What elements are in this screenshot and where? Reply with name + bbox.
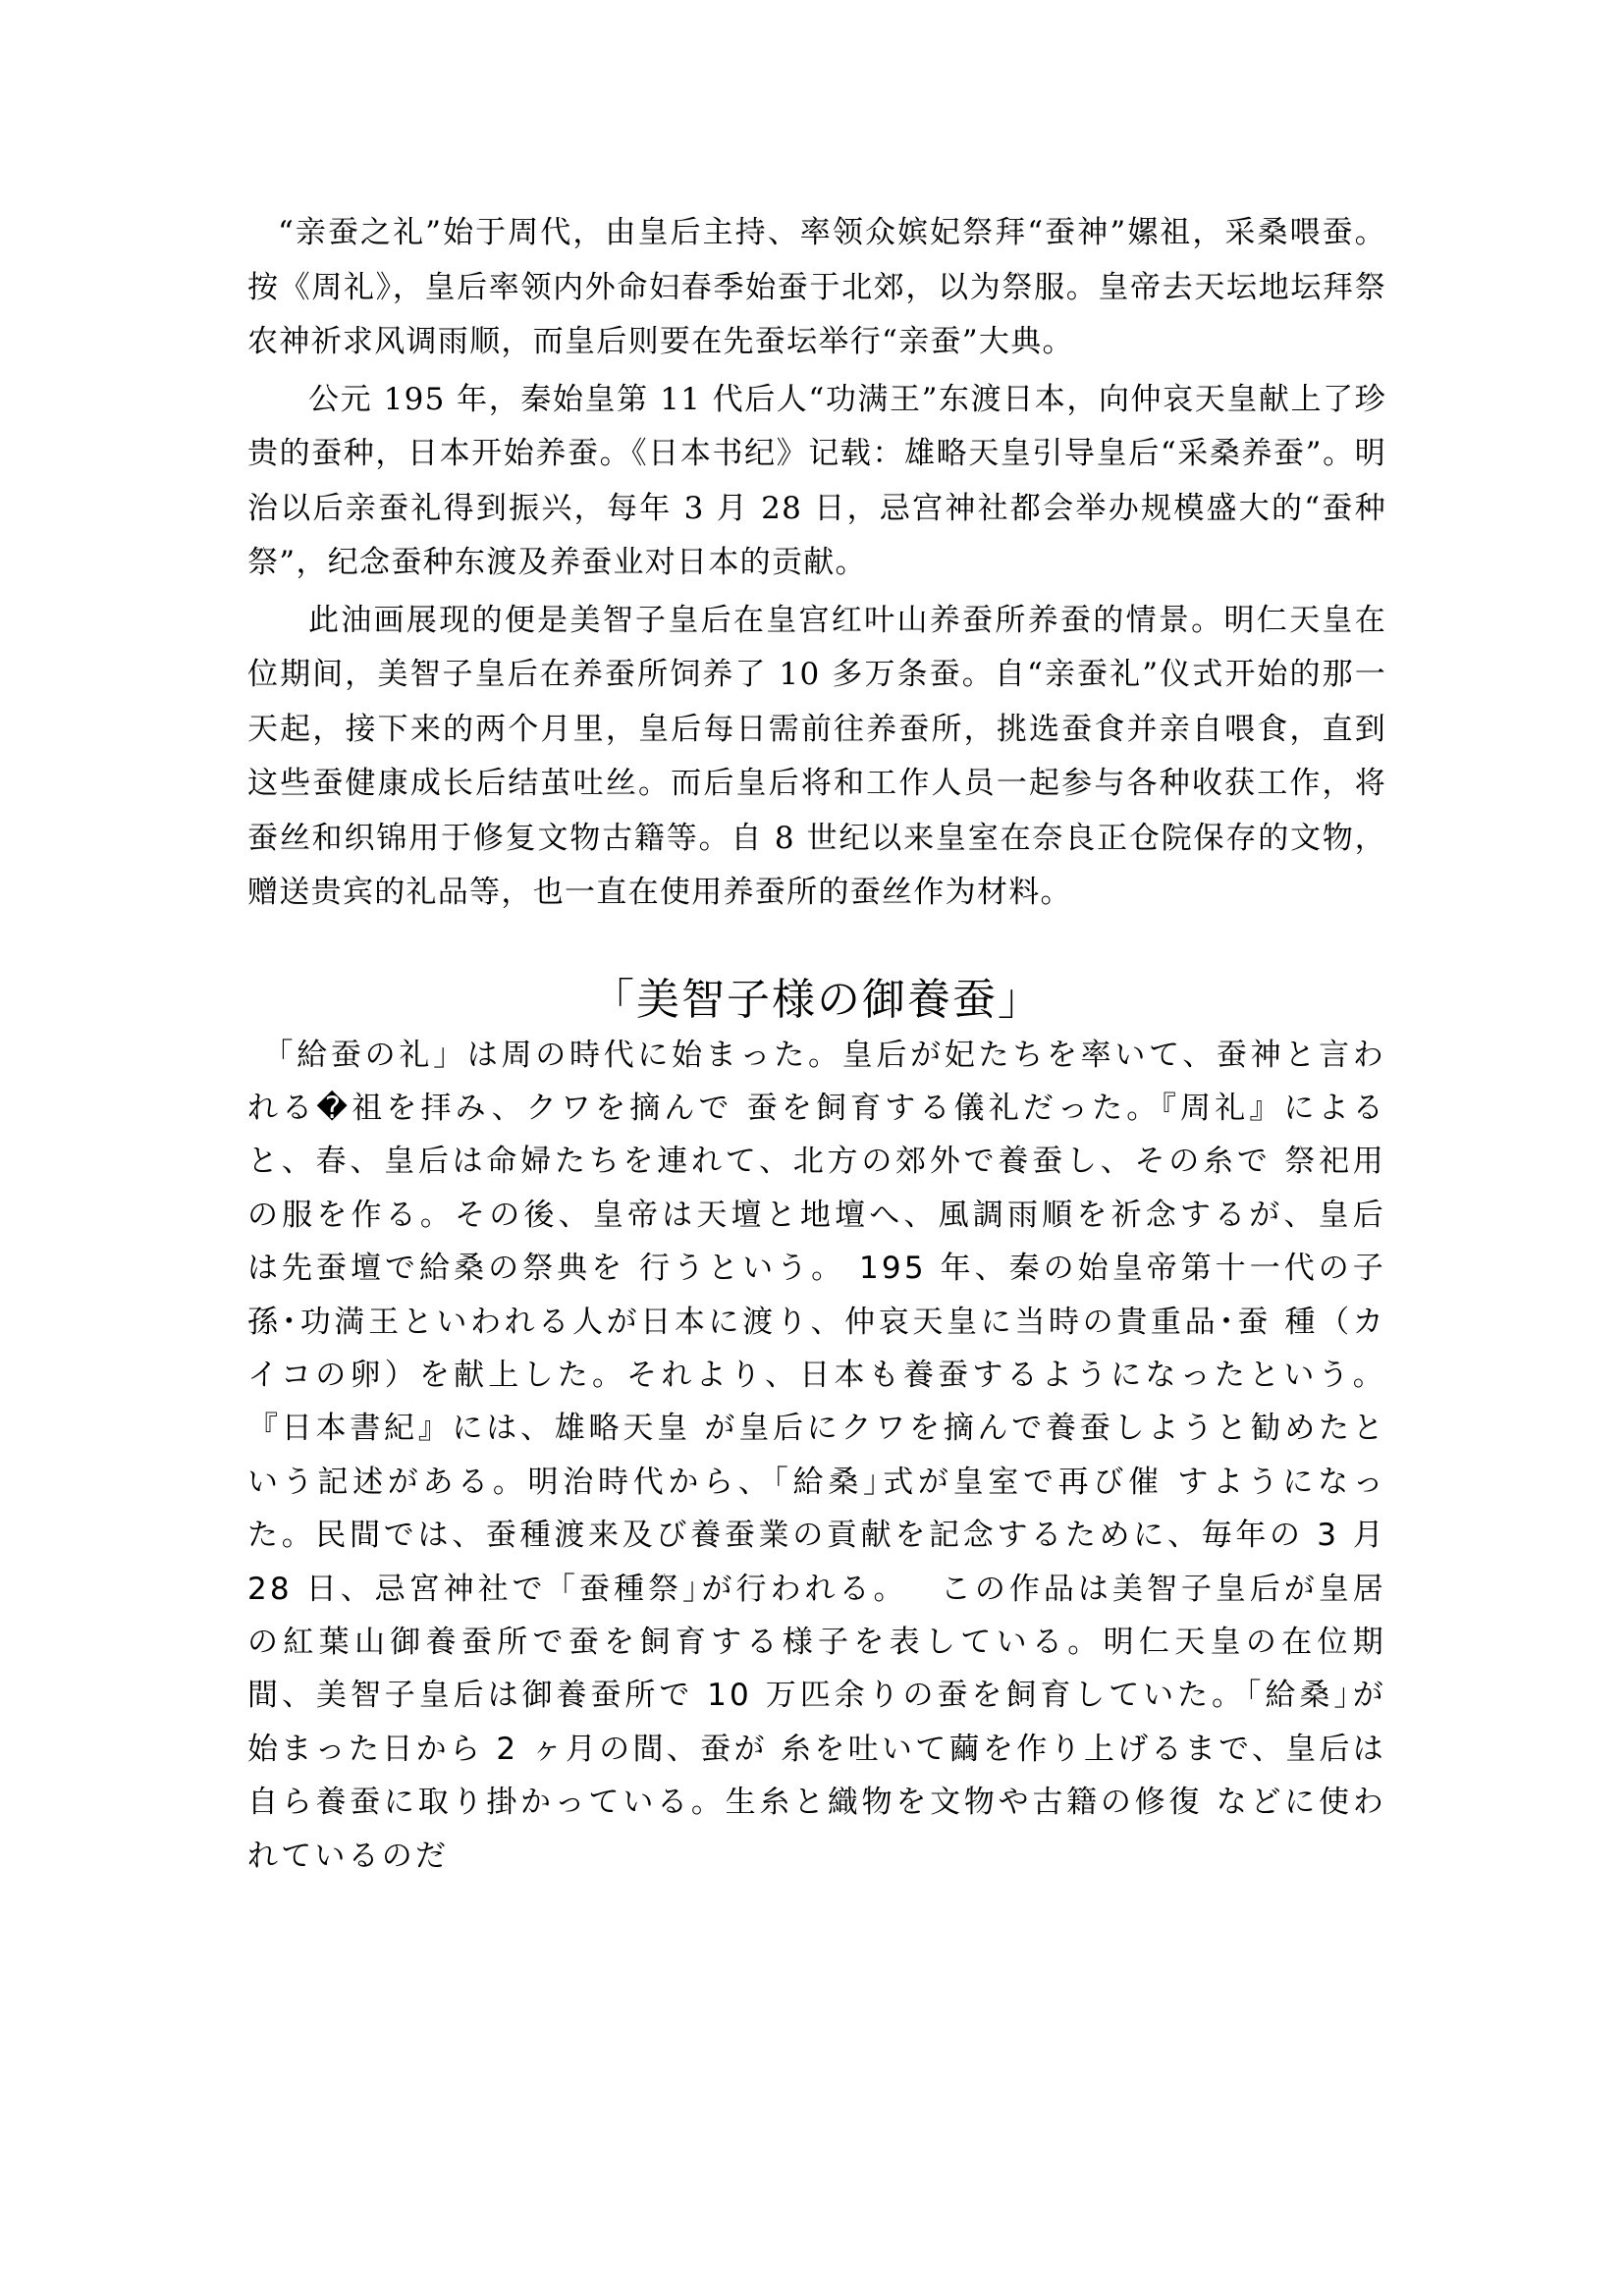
chinese-paragraph-1: “亲蚕之礼”始于周代，由皇后主持、率领众嫔妃祭拜“蚕神”嫘祖，采桑喂蚕。按《周礼》，皇后率领内外命妇春季始蚕于北郊，以为祭服。皇帝去天坛地坛拜祭农神祈求风调雨顺，而皇后则要在先蚕坛举行“亲蚕”大典。: [247, 215, 1386, 359]
chinese-paragraph-2: 公元 195 年，秦始皇第 11 代后人“功满王”东渡日本，向仲哀天皇献上了珍贵的蚕种，日本开始养蚕。《日本书纪》记载：雄略天皇引导皇后“采桑养蚕”。明治以后亲蚕礼得到振兴，每年 3 月 28 日，忌宫神社都会举办规模盛大的“蚕种祭”，纪念蚕种东渡及养蚕业对日本的贡献。: [247, 381, 1386, 580]
japanese-section: [247, 972, 1386, 1884]
japanese-body: 「給蚕の礼」は周の時代に始まった。皇后が妃たちを率いて、蚕神と言われる�祖を拝み、クワを摘んで 蚕を飼育する儀礼だった。『周礼』によると、春、皇后は命婦たちを連れて、北方の郊外で養蚕し、その糸で 祭祀用の服を作る。その後、皇帝は天壇と地壇へ、風調雨順を祈念するが、皇后は先蚕壇で給桑の祭典を 行うという。 195 年、秦の始皇帝第十一代の子孫･功満王といわれる人が日本に渡り、仲哀天皇に当時の貴重品･蚕 種（カイコの卵）を献上した。それより、日本も養蚕するようになったという。『日本書紀』には、雄略天皇 が皇后にクワを摘んで養蚕しようと勧めたという記述がある。明治時代から、｢給桑｣式が皇室で再び催 すようになった。民間では、蚕種渡来及び養蚕業の貢献を記念するために、毎年の 3 月 28 日、忌宮神社で ｢蚕種祭｣が行われる。 この作品は美智子皇后が皇居の紅葉山御養蚕所で蚕を飼育する様子を表している。明仁天皇の在位期 間、美智子皇后は御養蚕所で 10 万匹余りの蚕を飼育していた。｢給桑｣が始まった日から 2 ヶ月の間、蚕が 糸を吐いて繭を作り上げるまで、皇后は自ら養蚕に取り掛かっている。生糸と織物を文物や古籍の修復 などに使われているのだ: [247, 1037, 1386, 1874]
chinese-paragraph-3: 此油画展现的便是美智子皇后在皇宫红叶山养蚕所养蚕的情景。明仁天皇在位期间，美智子皇后在养蚕所饲养了 10 多万条蚕。自“亲蚕礼”仪式开始的那一天起，接下来的两个月里，皇后每日需前往养蚕所，挑选蚕食并亲自喂食，直到这些蚕健康成长后结茧吐丝。而后皇后将和工作人员一起参与各种收获工作，将蚕丝和织锦用于修复文物古籍等。自 8 世纪以来皇室在奈良正仓院保存的文物，赠送贵宾的礼品等，也一直在使用养蚕所的蚕丝作为材料。: [247, 602, 1386, 910]
document-content: [247, 206, 1386, 1883]
japanese-title: 「美智子様の御養蚕」: [591, 974, 1043, 1025]
chinese-section: [247, 206, 1386, 921]
